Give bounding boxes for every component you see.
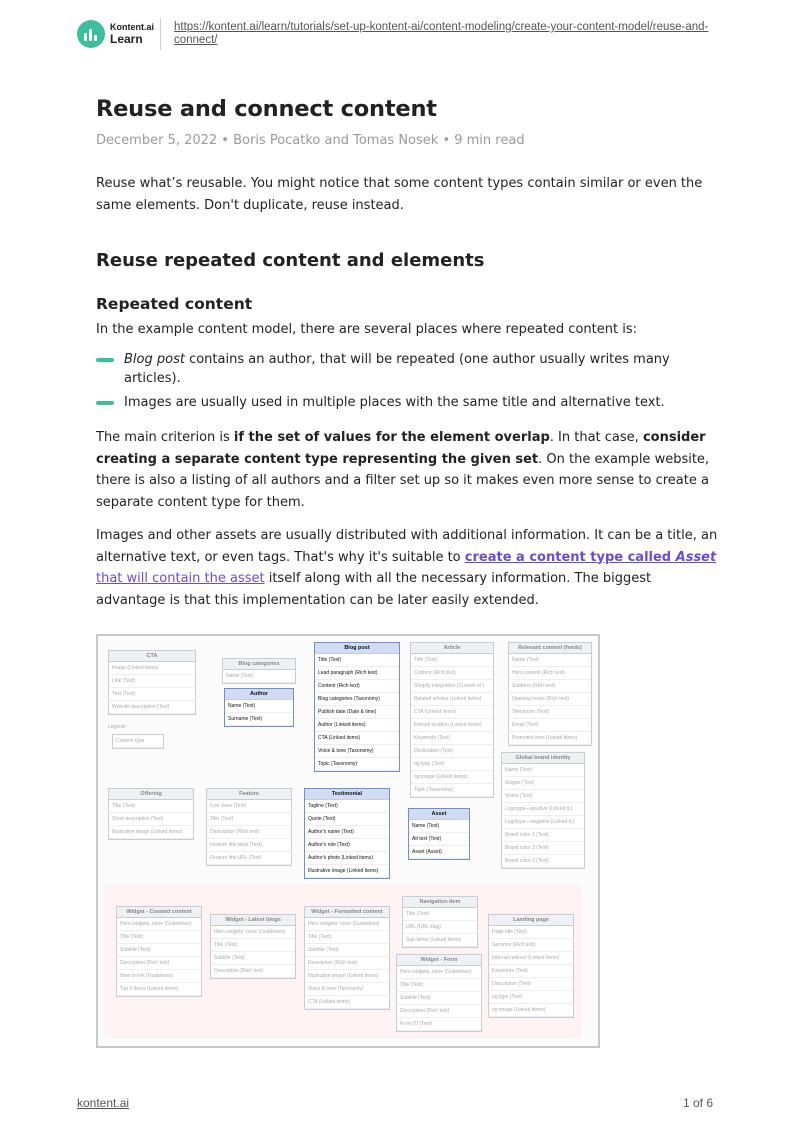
box-row: Author (Linked items) [315,719,399,732]
box-row: Topic (Taxonomy) [411,784,493,797]
box-row: Entrant location (Linked items) [411,719,493,732]
box-row: Illustrative image (Linked items) [109,826,193,839]
box-row: Title (Text) [403,908,477,921]
box-row: Opening hours (Rich text) [509,693,591,706]
box-row: Voice & tone (Taxonomy) [315,745,399,758]
box-title: Widget - Curated content [117,907,201,918]
box-row: Subtitle (Text) [397,992,481,1005]
list-item-text: contains an author, that will be repeated (one author usually writes many articles). [124,351,670,386]
box-row: Subtitle (Text) [117,944,201,957]
box-row: CTA (Linked items) [315,732,399,745]
box-row: Short description (Text) [109,813,193,826]
faded-box-cta [108,650,196,715]
box-row: Keywords (Text) [411,732,493,745]
kontent-logo-icon[interactable] [77,20,105,48]
box-testimonial [304,788,390,879]
box-row: Text (Text) [109,688,195,701]
legend-title: Legend: [108,724,127,730]
box-row: Description (Rich text) [117,957,201,970]
box-row: Surname (Text) [225,713,293,726]
box-row: Name (Text) [509,654,591,667]
paragraph: In the example content model, there are several places where repeated content is: [96,322,637,337]
box-title: Blog categories [223,659,295,670]
box-row: Promoted item (Linked items) [509,732,591,745]
box-row: Title (Text) [109,800,193,813]
box-title: Widget - Latest blogs [211,915,295,926]
faded-box-offering [108,788,194,840]
box-title: Widget - Form [397,955,481,966]
box-row: Hero widgets: none (Guidelines) [211,926,295,939]
bullet-dash-icon [96,358,114,362]
text-run: The main criterion is [96,430,234,445]
box-row: How to-link (Guidelines) [117,970,201,983]
brand-section: Learn [110,32,143,46]
box-row: Keywords (Text) [489,965,573,978]
box-row: Destination (Text) [411,745,493,758]
list-item-text: Images are usually used in multiple places with the same title and alternative text. [124,394,665,410]
faded-box-navigation [402,896,478,948]
box-row: Feature link URL (Text) [207,852,291,865]
box-row: Internal redirect (Linked items) [489,952,573,965]
box-title: Widget - Formatted content [305,907,389,918]
box-row: Title (Text) [305,931,389,944]
page-header [77,18,727,52]
source-url-link[interactable]: https://kontent.ai/learn/tutorials/set-up-kontent-ai/content-modeling/create-your-content-model/reuse-and-connect/ [174,21,709,46]
link-italic-text: Asset [675,549,717,565]
box-row: Content (Rich text) [411,667,493,680]
link-text: that will contain the asset [96,571,265,586]
box-author [224,688,294,727]
box-title: Testimonial [305,789,389,800]
box-row: og:type (Text) [489,991,573,1004]
page-number: 1 of 6 [683,1096,714,1110]
box-row: Title (Text) [397,979,481,992]
bold-text: if the set of values for the element overlap [233,430,550,445]
box-row: Brand color 1 (Text) [502,829,584,842]
box-row: Icon class (Text) [207,800,291,813]
header-divider [160,18,161,50]
box-row: Author's role (Text) [305,839,389,852]
box-row: Name (Text) [225,700,293,713]
paragraph [96,427,724,513]
box-row: Feature link label (Text) [207,839,291,852]
box-row: Voice & tone (Taxonomy) [305,983,389,996]
bullet-dash-icon [96,401,114,405]
box-row: Title (Text) [211,939,295,952]
link-bold-text: create a content type called [464,549,676,565]
faded-box-widget-curated [116,906,202,997]
box-row: Brand color 3 (Text) [502,855,584,868]
text-run: Images and other assets are usually distributed with additional information. It can be a title, an alternative text, or even tags. That's why it's suitable to [96,528,718,565]
box-title: CTA [109,651,195,662]
box-row: Hero widgets: none (Guidelines) [117,918,201,931]
box-row: Image (Linked items) [109,662,195,675]
faded-box-feature [206,788,292,866]
box-row: Author's name (Text) [305,826,389,839]
faded-box-widget-formatted [304,906,390,1010]
box-row: Vision (Text) [502,790,584,803]
box-title: Landing page [489,915,573,926]
box-row: Title (Text) [411,654,493,667]
bold-text: consider creating a separate content type representing the given set [96,430,706,467]
box-row: Publish date (Date & time) [315,706,399,719]
box-row: Shopify integration (Custom el.) [411,680,493,693]
faded-box-article [410,642,494,798]
article [96,92,724,611]
box-row: Subtitle (Text) [211,952,295,965]
box-row: Tagline (Text) [305,800,389,813]
box-row: Name (Text) [409,820,469,833]
box-row: Subhero (Rich text) [509,680,591,693]
list-item-emphasis: Blog post [124,351,185,367]
faded-box-landing-page [488,914,574,1018]
box-title: Global brand identity [502,753,584,764]
box-row: Title (Text) [117,931,201,944]
box-row: Website description (Text) [109,701,195,714]
box-title: Feature [207,789,291,800]
box-row: Sections (Rich text) [489,939,573,952]
box-row: og:type (Text) [411,758,493,771]
text-run: . On the example website, there is also a listing of all authors and a filter set up so it makes even more sense to create a separate content type for them. [96,451,710,510]
faded-box-global-brand [501,752,585,869]
box-row: Logotype—negative (Linked it.) [502,816,584,829]
faded-box-widget-latest [210,914,296,979]
box-row: URL (URL slug) [403,921,477,934]
box-row: og:image (Linked items) [411,771,493,784]
box-row: Content (Rich text) [315,680,399,693]
box-row: Description (Rich text) [305,957,389,970]
article-meta: December 5, 2022 • Boris Pocatko and Tomas Nosek • 9 min read [96,133,525,148]
legend-item-label: Content type [113,735,163,748]
box-row: Description (Rich text) [397,1005,481,1018]
box-row: Email (Text) [509,719,591,732]
box-row: CTA (Linked items) [411,706,493,719]
box-row: Name (Text) [223,670,295,683]
bullet-list [96,350,724,413]
list-item [96,393,724,413]
box-title: Relevant content (feeds) [509,643,591,654]
box-asset [408,808,470,860]
content-model-diagram [96,634,600,1048]
box-row: Hero widgets: none (Guidelines) [397,966,481,979]
box-row: Hero widgets: none (Guidelines) [305,918,389,931]
box-title: Offering [109,789,193,800]
box-title: Author [225,689,293,700]
box-row: Alt text (Text) [409,833,469,846]
box-row: Quote (Text) [305,813,389,826]
box-row: Description (Rich text) [211,965,295,978]
box-row: Telephone (Text) [509,706,591,719]
box-row: Name (Text) [502,764,584,777]
box-row: Page title (Text) [489,926,573,939]
box-row: Description (Text) [489,978,573,991]
box-row: Lead paragraph (Rich text) [315,667,399,680]
box-row: Slogan (Text) [502,777,584,790]
box-row: Title (Text) [315,654,399,667]
box-row: Author's photo (Linked items) [305,852,389,865]
box-row: Illustrative image (Linked items) [305,865,389,878]
box-row: CTA (Linked items) [305,996,389,1009]
intro-paragraph: Reuse what’s reusable. You might notice that some content types contain similar or even the same elements. Don't duplicate, reuse instead. [96,176,703,213]
box-row: Asset (Asset) [409,846,469,859]
box-title: Article [411,643,493,654]
box-row: Sub-items (Linked items) [403,934,477,947]
box-row: Description (Rich text) [207,826,291,839]
box-row: Top 5 items (Linked items) [117,983,201,996]
page-title: Reuse and connect content [96,96,437,122]
footer-site-link[interactable]: kontent.ai [77,1096,130,1110]
box-title: Navigation item [403,897,477,908]
box-row: Blog categories (Taxonomy) [315,693,399,706]
box-row: Hero content (Rich text) [509,667,591,680]
box-row: Subtitle (Text) [305,944,389,957]
text-run: itself along with all the necessary information. The biggest advantage is that this implementation can be later easily extended. [96,571,652,608]
box-blog-post [314,642,400,772]
box-row: Illustrative image (Linked items) [305,970,389,983]
section-heading: Reuse repeated content and elements [96,250,485,271]
box-row: Brand color 2 (Text) [502,842,584,855]
box-row: Link (Text) [109,675,195,688]
faded-box-relevant-content [508,642,592,746]
brand-name: Kontent.ai [110,22,154,32]
brand[interactable] [110,22,154,46]
box-title: Blog post [315,643,399,654]
box-row: Title (Text) [207,813,291,826]
faded-box-widget-form [396,954,482,1032]
box-title: Asset [409,809,469,820]
paragraph [96,525,724,611]
list-item [96,350,724,389]
box-row: Logotype—positive (Linked it.) [502,803,584,816]
box-row: og:image (Linked items) [489,1004,573,1017]
faded-box-blog-categories [222,658,296,684]
text-run: . In that case, [549,430,643,445]
box-row: Related articles (Linked items) [411,693,493,706]
box-row: Topic (Taxonomy) [315,758,399,771]
box-row: Form ID (Text) [397,1018,481,1031]
legend-item [112,734,164,749]
subsection-heading: Repeated content [96,295,253,313]
